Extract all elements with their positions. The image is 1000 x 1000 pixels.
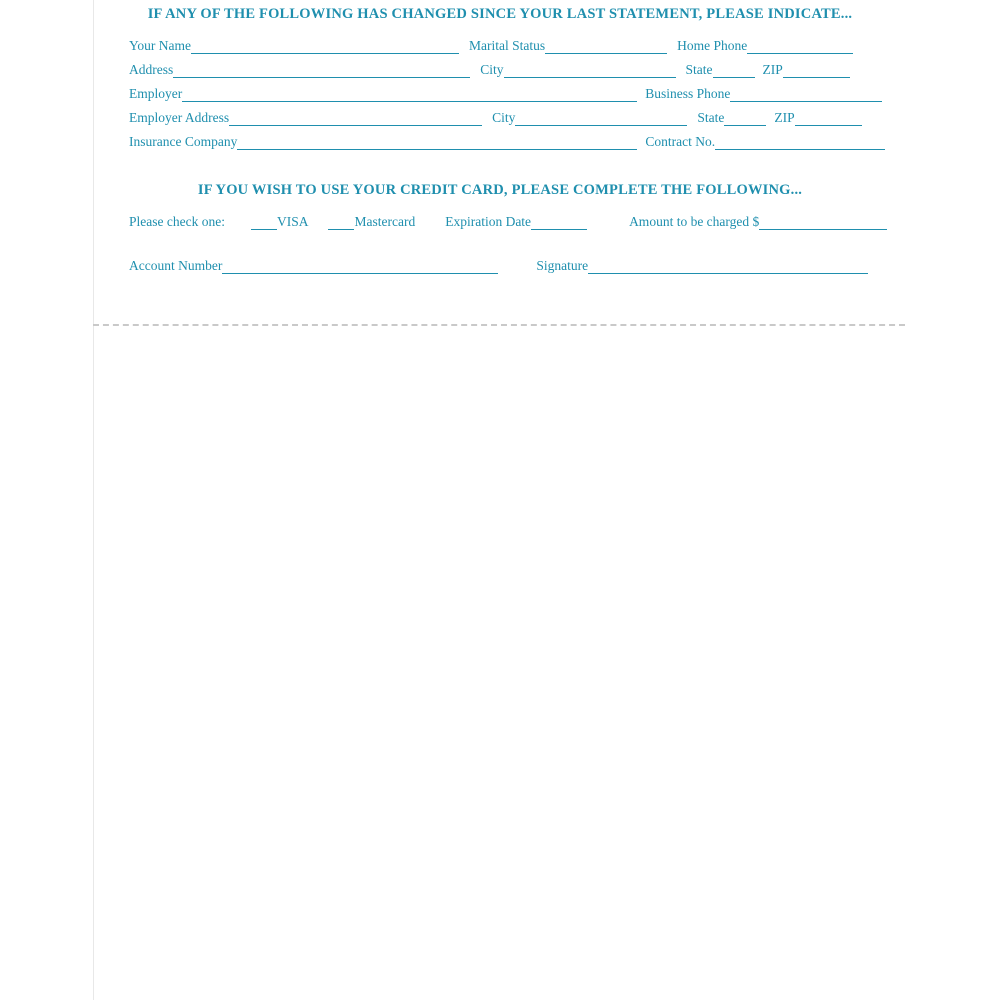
input-state[interactable]: [713, 64, 755, 78]
input-insurance-company[interactable]: [237, 136, 637, 150]
input-contract-no[interactable]: [715, 136, 885, 150]
input-expiration-date[interactable]: [531, 216, 587, 230]
input-employer-address[interactable]: [229, 112, 482, 126]
input-signature[interactable]: [588, 260, 868, 274]
label-employer-state: State: [697, 110, 725, 125]
label-your-name: Your Name: [129, 38, 192, 53]
tear-off-dashed-separator: [93, 324, 905, 326]
input-employer-city[interactable]: [515, 112, 687, 126]
input-your-name[interactable]: [191, 40, 459, 54]
label-account-number: Account Number: [129, 258, 223, 273]
form-row-name: [129, 38, 874, 58]
label-employer-address: Employer Address: [129, 110, 230, 125]
label-employer: Employer: [129, 86, 183, 101]
label-employer-zip: ZIP: [774, 110, 795, 125]
label-business-phone: Business Phone: [645, 86, 731, 101]
label-insurance-company: Insurance Company: [129, 134, 238, 149]
label-contract-no: Contract No.: [645, 134, 716, 149]
checkbox-visa[interactable]: [251, 216, 277, 230]
section-heading-credit-card: IF YOU WISH TO USE YOUR CREDIT CARD, PLEASE COMPLETE THE FOLLOWING...: [197, 182, 803, 198]
input-employer-zip[interactable]: [795, 112, 862, 126]
label-marital-status: Marital Status: [469, 38, 546, 53]
label-visa: VISA: [276, 214, 309, 229]
label-city: City: [480, 62, 504, 77]
form-row-employer-address: [129, 110, 874, 130]
form-row-address: [129, 62, 874, 82]
input-business-phone[interactable]: [730, 88, 882, 102]
label-amount-to-be-charged: Amount to be charged $: [629, 214, 760, 229]
label-address: Address: [129, 62, 174, 77]
checkbox-mastercard[interactable]: [328, 216, 354, 230]
input-amount-to-be-charged[interactable]: [759, 216, 887, 230]
form-row-account-signature: [129, 258, 874, 278]
left-margin-rule: [93, 0, 94, 1000]
input-employer-state[interactable]: [724, 112, 766, 126]
label-home-phone: Home Phone: [677, 38, 748, 53]
input-employer[interactable]: [182, 88, 637, 102]
input-city[interactable]: [504, 64, 676, 78]
label-expiration-date: Expiration Date: [445, 214, 532, 229]
label-signature: Signature: [536, 258, 589, 273]
form-row-card-type: [129, 214, 874, 234]
input-home-phone[interactable]: [747, 40, 853, 54]
form-row-insurance: [129, 134, 874, 154]
input-zip[interactable]: [783, 64, 850, 78]
label-employer-city: City: [492, 110, 516, 125]
input-marital-status[interactable]: [545, 40, 667, 54]
form-row-employer: [129, 86, 874, 106]
input-account-number[interactable]: [222, 260, 498, 274]
label-please-check-one: Please check one:: [129, 214, 225, 229]
label-zip: ZIP: [762, 62, 783, 77]
label-mastercard: Mastercard: [354, 214, 416, 229]
label-state: State: [685, 62, 713, 77]
section-heading-change-info: IF ANY OF THE FOLLOWING HAS CHANGED SINCE YOUR LAST STATEMENT, PLEASE INDICATE...: [147, 6, 853, 22]
input-address[interactable]: [173, 64, 470, 78]
